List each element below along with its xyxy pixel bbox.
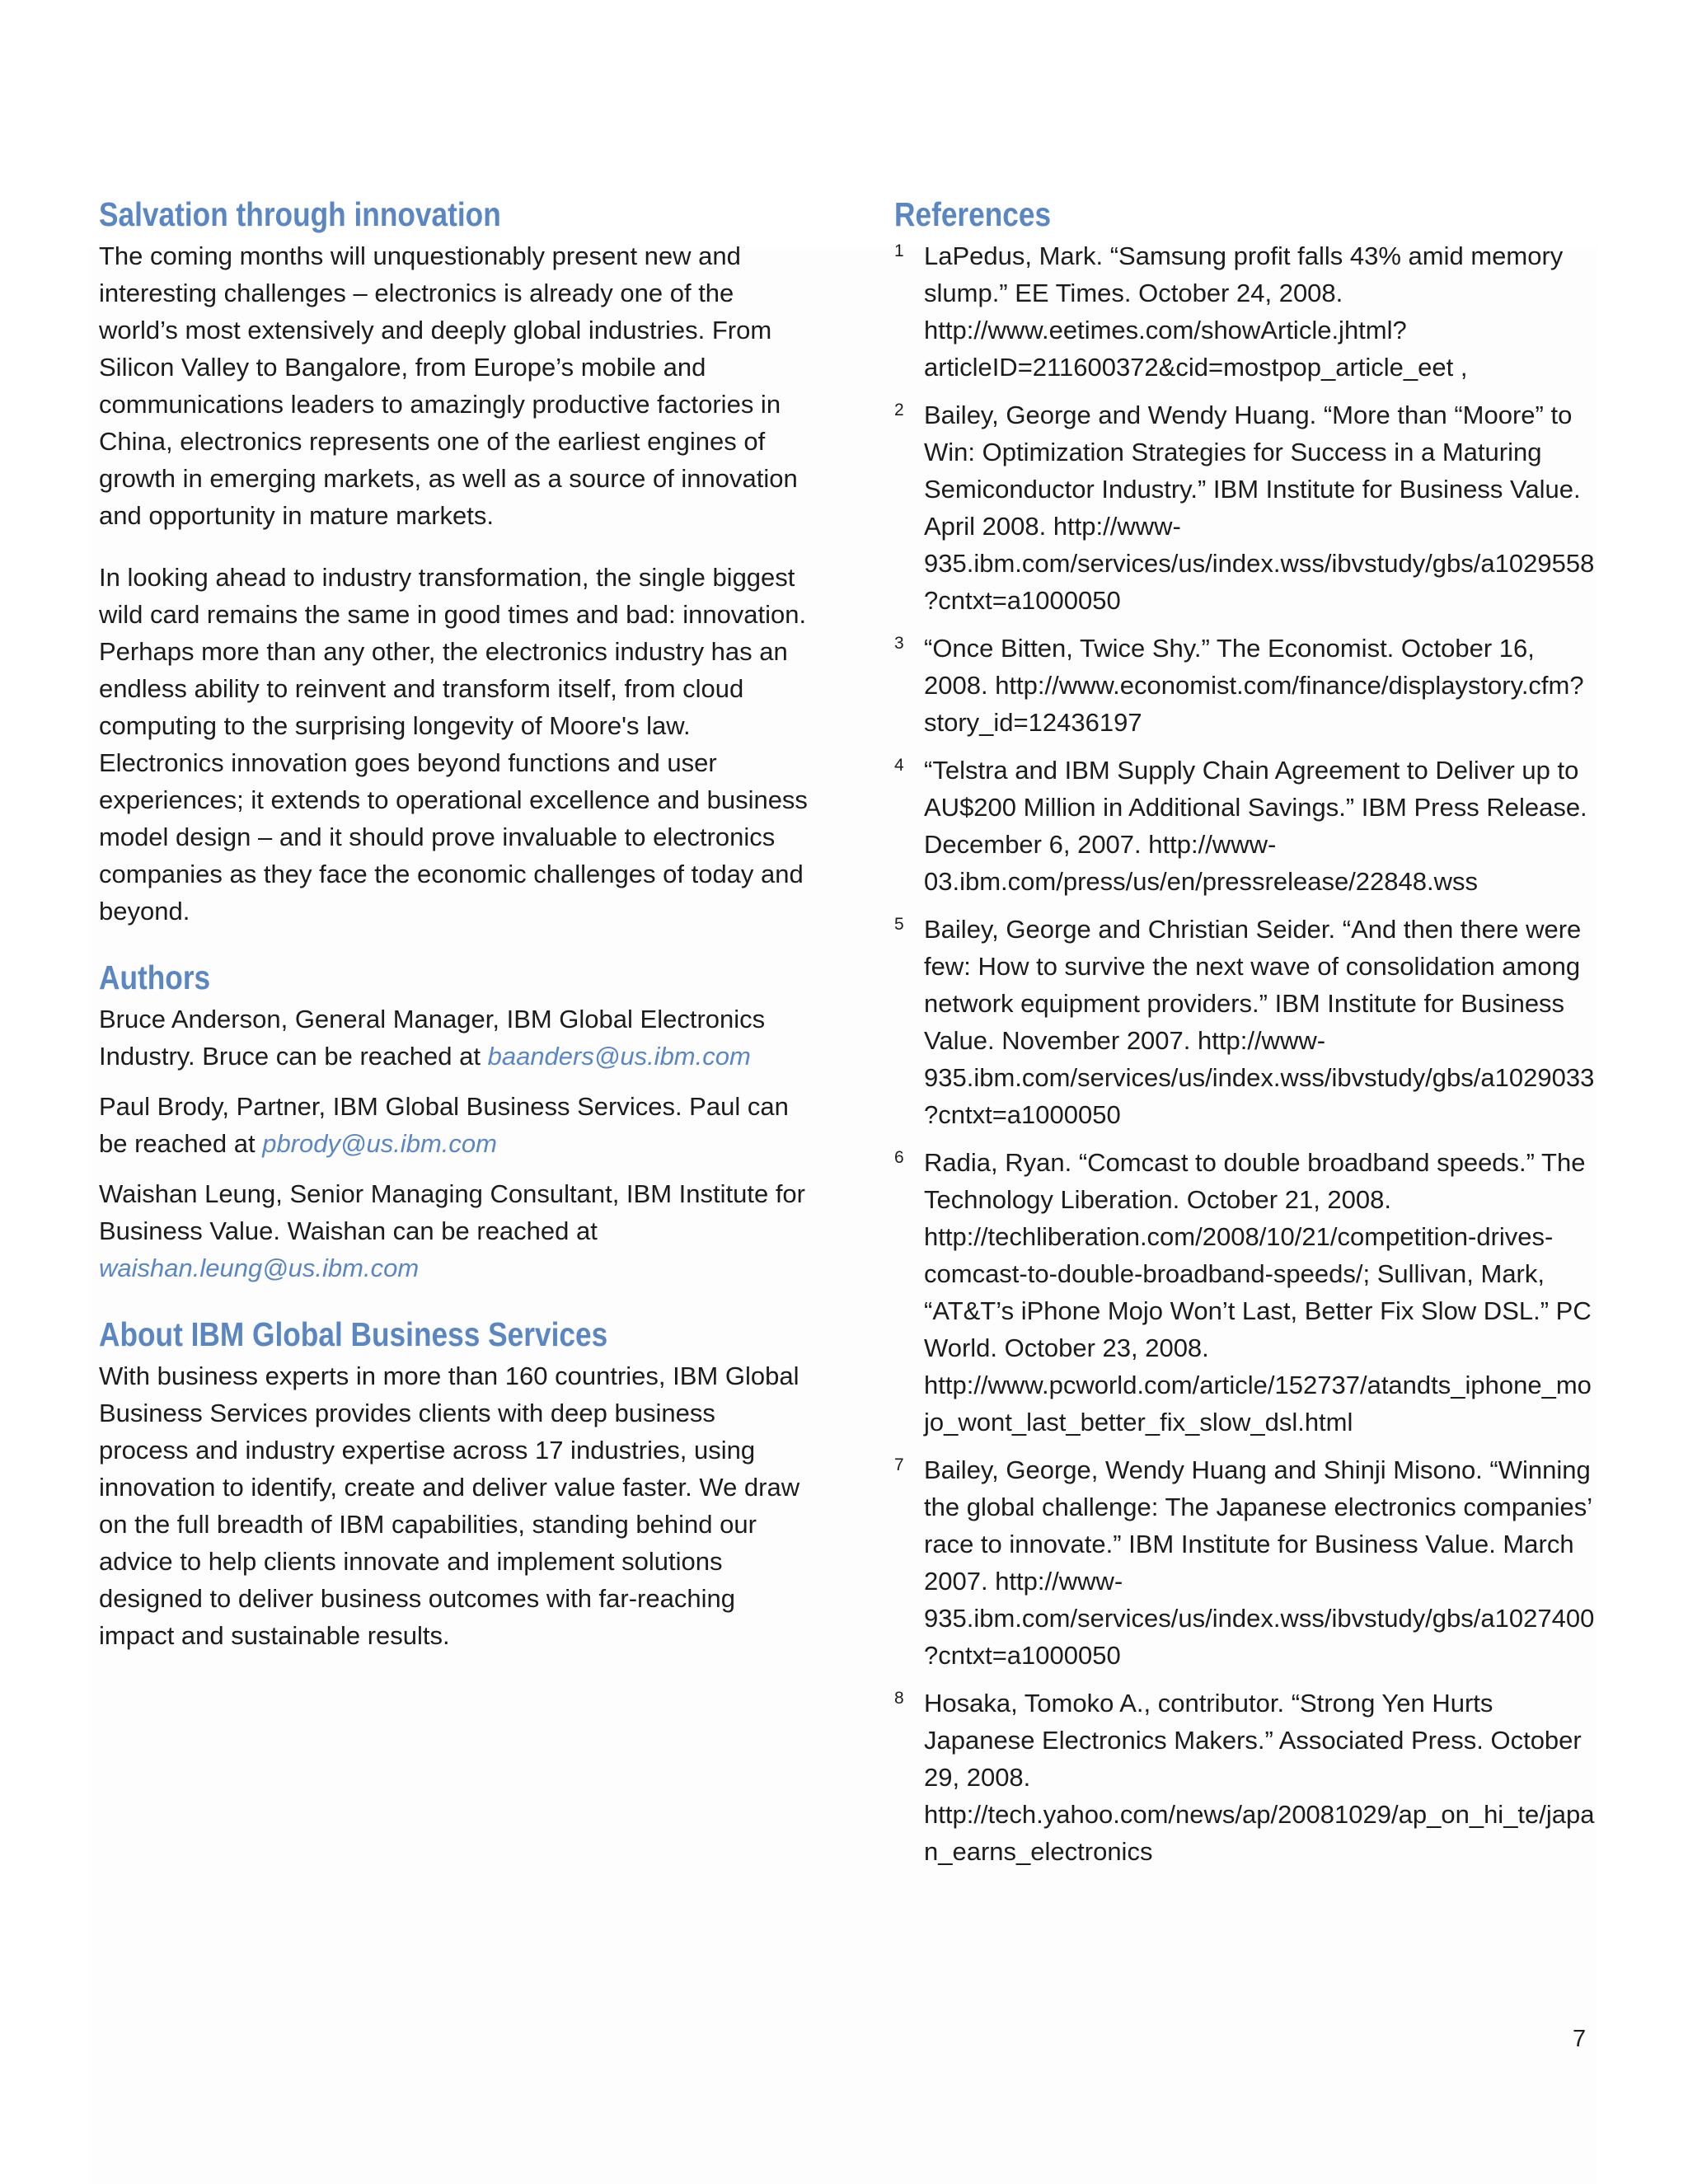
reference-text: Radia, Ryan. “Comcast to double broadband speeds.” The Technology Liberation. October 21, 2008. http://techliberation.com/2008/10/21/competition-drives-comcast-to-double-broadband-speeds/; Sullivan, Mark, “AT&T’s iPhone Mojo Won’t Last, Better Fix Slow DSL.” PC World. October 23, 2008. http://www.pcworld.com/article/152737/atandts_iphone_mojo_wont_last_better_fix_slow_dsl.html	[924, 1148, 1592, 1436]
reference-text: “Telstra and IBM Supply Chain Agreement to Deliver up to AU$200 Million in Additional Savings.” IBM Press Release. December 6, 2007. http://www-03.ibm.com/press/us/en/pressrelease/22848.wss	[924, 756, 1587, 896]
salvation-paragraph-2: In looking ahead to industry transformation, the single biggest wild card remains the same in good times and bad: innovation. Perhaps more than any other, the electronics industry has an endless ability to reinvent and transform itself, from cloud computing to the surprising longevity of Moore's law. Electronics innovation goes beyond functions and user experiences; it extends to operational excellence and business model design – and it should prove invaluable to electronics companies as they face the economic challenges of today and beyond.	[99, 563, 808, 926]
email-link-anderson[interactable]: baanders@us.ibm.com	[487, 1042, 751, 1071]
reference-item	[894, 396, 1595, 619]
references-list	[894, 237, 1595, 1870]
left-column	[99, 191, 808, 1654]
reference-text: Hosaka, Tomoko A., contributor. “Strong Yen Hurts Japanese Electronics Makers.” Associated Press. October 29, 2008. http://tech.yahoo.com/news/ap/20081029/ap_on_hi_te/japan_earns_electronics	[924, 1689, 1595, 1866]
reference-number: 4	[894, 756, 904, 775]
author-leung	[99, 1175, 808, 1286]
reference-item	[894, 1685, 1595, 1870]
author-brody	[99, 1088, 808, 1162]
about-paragraph: With business experts in more than 160 countries, IBM Global Business Services provides clients with deep business process and industry expertise across 17 industries, using innovation to identify, create and deliver value faster. We draw on the full breadth of IBM capabilities, standing behind our advice to help clients innovate and implement solutions designed to deliver business outcomes with far-reaching impact and sustainable results.	[99, 1361, 800, 1650]
reference-text: LaPedus, Mark. “Samsung profit falls 43% amid memory slump.” EE Times. October 24, 2008. http://www.eetimes.com/showArticle.jhtml?articleID=211600372&cid=mostpop_article_eet ,	[924, 241, 1564, 382]
references-heading: References	[894, 195, 1052, 233]
reference-number: 2	[894, 401, 904, 419]
salvation-section	[99, 191, 808, 930]
author-description: Bruce Anderson, General Manager, IBM Global Electronics Industry. Bruce can be reached at	[99, 1005, 766, 1071]
author-description: Waishan Leung, Senior Managing Consultant, IBM Institute for Business Value. Waishan can be reached at	[99, 1179, 805, 1245]
reference-item	[894, 1144, 1595, 1441]
reference-number: 3	[894, 634, 904, 653]
reference-item	[894, 911, 1595, 1133]
reference-text: “Once Bitten, Twice Shy.” The Economist. October 16, 2008. http://www.economist.com/finance/displaystory.cfm?story_id=12436197	[924, 634, 1584, 737]
reference-text: Bailey, George and Christian Seider. “And then there were few: How to survive the next wave of consolidation among network equipment providers.” IBM Institute for Business Value. November 2007. http://www-935.ibm.com/services/us/index.wss/ibvstudy/gbs/a1029033?cntxt=a1000050	[924, 915, 1595, 1129]
page-number: 7	[1573, 2026, 1587, 2052]
salvation-paragraph-1: The coming months will unquestionably present new and interesting challenges – electronics is already one of the world’s most extensively and deeply global industries. From Silicon Valley to Bangalore, from Europe’s mobile and communications leaders to amazingly productive factories in China, electronics represents one of the earliest engines of growth in emerging markets, as well as a source of innovation and opportunity in mature markets.	[99, 241, 798, 530]
about-heading: About IBM Global Business Services	[99, 1315, 608, 1353]
email-link-leung[interactable]: waishan.leung@us.ibm.com	[99, 1254, 420, 1282]
reference-number: 1	[894, 241, 904, 260]
right-column	[894, 191, 1595, 1870]
reference-text: Bailey, George and Wendy Huang. “More than “Moore” to Win: Optimization Strategies for Success in a Maturing Semiconductor Industry.” IBM Institute for Business Value. April 2008. http://www-935.ibm.com/services/us/index.wss/ibvstudy/gbs/a1029558?cntxt=a1000050	[924, 401, 1595, 615]
salvation-heading: Salvation through innovation	[99, 195, 501, 233]
reference-item	[894, 752, 1595, 900]
reference-text: Bailey, George, Wendy Huang and Shinji Misono. “Winning the global challenge: The Japanese electronics companies’ race to innovate.” IBM Institute for Business Value. March 2007. http://www-935.ibm.com/services/us/index.wss/ibvstudy/gbs/a1027400?cntxt=a1000050	[924, 1455, 1595, 1670]
authors-heading: Authors	[99, 958, 211, 996]
reference-item	[894, 1451, 1595, 1674]
reference-number: 6	[894, 1148, 904, 1167]
email-link-brody[interactable]: pbrody@us.ibm.com	[262, 1129, 497, 1158]
reference-number: 5	[894, 915, 904, 934]
about-section	[99, 1311, 808, 1654]
author-description: Paul Brody, Partner, IBM Global Business Services. Paul can be reached at	[99, 1092, 789, 1158]
reference-number: 7	[894, 1455, 904, 1474]
reference-item	[894, 630, 1595, 741]
reference-item	[894, 237, 1595, 386]
author-anderson	[99, 1001, 808, 1075]
reference-number: 8	[894, 1689, 904, 1708]
authors-section	[99, 954, 808, 1286]
